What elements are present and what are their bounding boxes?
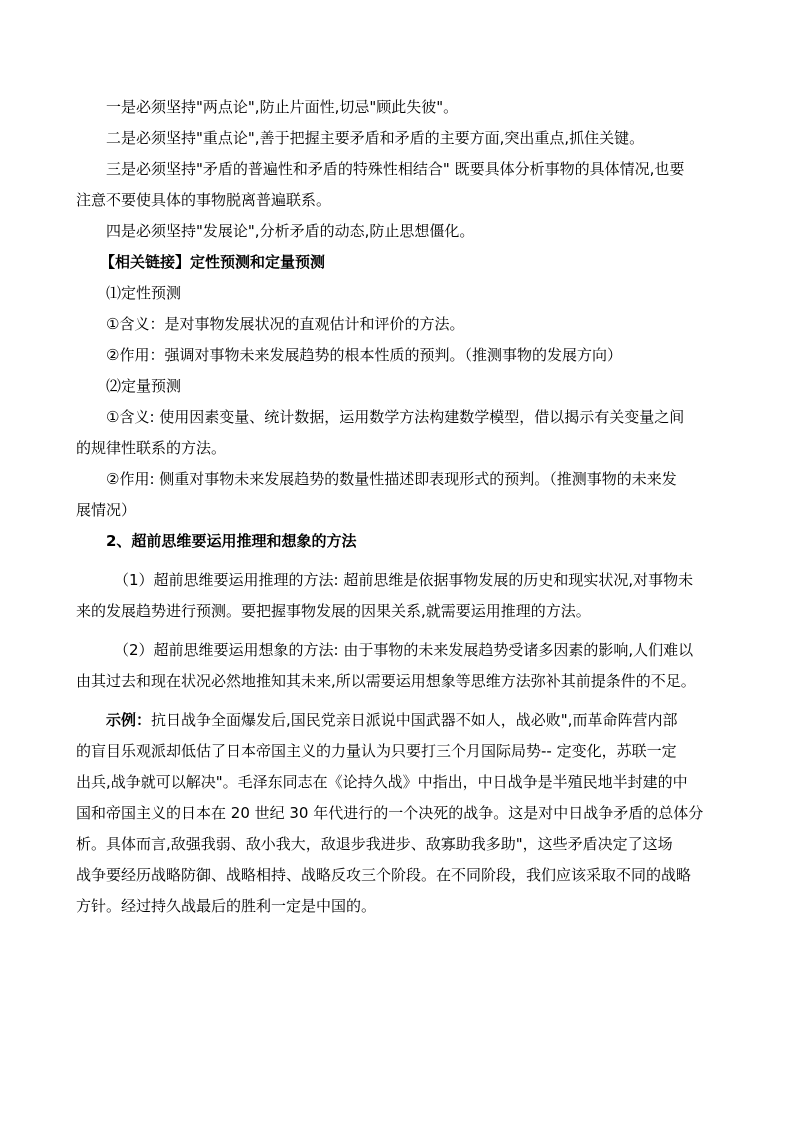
text-line [76,433,728,464]
text-line [76,860,728,891]
text-line [76,891,728,922]
text-line [76,736,728,767]
text-line [76,123,728,154]
text-line-content: ①含义: 使用因素变量、统计数据，运用数学方法构建数学模型，借以揭示有关变量之间 [106,408,685,426]
text-line-content: 国和帝国主义的日本在 20 世纪 30 年代进行的一个决死的战争。这是对中日战争矛盾的总体分 [76,804,704,822]
example-label: 示例： [106,711,152,729]
text-line [76,798,728,829]
text-line-content: 方针。经过持久战最后的胜利一定是中国的。 [76,897,377,915]
text-line [76,216,728,247]
text-line-content: 一是必须坚持"两点论",防止片面性,切忌"顾此失彼"。 [106,98,459,116]
text-line [76,278,728,309]
text-line-content: 【相关链接】定性预测和定量预测 [100,253,326,271]
text-line-content: 由其过去和现在状况必然地推知其未来,所以需要运用想象等思维方法弥补其前提条件的不足。 [76,672,696,690]
text-line-content: 的规律性联系的方法。 [76,439,227,457]
text-line-content: 的盲目乐观派却低估了日本帝国主义的力量认为只要打三个月国际局势-- 定变化，苏联一定 [76,742,677,760]
text-line [76,340,728,371]
paragraph-gap [76,557,728,565]
text-line-content: 战争要经历战略防御、战略相持、战略反攻三个阶段。在不同阶段，我们应该采取不同的战略 [76,866,692,884]
text-line [76,829,728,860]
text-line-content: 抗日战争全面爆发后,国民党亲日派说中国武器不如人，战必败",而革命阵营内部 [151,711,678,729]
text-line-content: 2、超前思维要运用推理和想象的方法 [106,532,357,550]
paragraph-gap [76,697,728,705]
text-line-content: 出兵,战争就可以解决"。毛泽东同志在《论持久战》中指出，中日战争是半殖民地半封建的中 [76,773,688,791]
text-line [76,185,728,216]
section-heading [76,526,728,557]
text-line [76,635,728,666]
text-line [76,596,728,627]
text-line-content: 三是必须坚持"矛盾的普遍性和矛盾的特殊性相结合" 既要具体分析事物的具体情况,也要 [106,160,685,178]
text-line [76,371,728,402]
paragraph-gap [76,627,728,635]
text-line [76,92,728,123]
text-line-content: 二是必须坚持"重点论",善于把握主要矛盾和矛盾的主要方面,突出重点,抓住关键。 [106,129,645,147]
text-line [76,495,728,526]
text-line-content: ②作用：强调对事物未来发展趋势的根本性质的预判。（推测事物的发展方向） [106,346,622,364]
text-line-content: 四是必须坚持"发展论",分析矛盾的动态,防止思想僵化。 [106,222,475,240]
text-line-content: ①含义：是对事物发展状况的直观估计和评价的方法。 [106,315,465,333]
text-line-content: 析。具体而言,敌强我弱、敌小我大，敌退步我进步、敌寡助我多助"，这些矛盾决定了这场 [76,835,673,853]
text-line-content: （1）超前思维要运用推理的方法: 超前思维是依据事物发展的历史和现实状况,对事物未 [114,571,694,589]
text-line [76,154,728,185]
text-line [76,565,728,596]
text-line-content: ⑵定量预测 [106,377,182,395]
text-line [76,767,728,798]
text-line-content: 来的发展趋势进行预测。要把握事物发展的因果关系,就需要运用推理的方法。 [76,602,591,620]
section-heading [76,247,728,278]
text-line [76,705,728,736]
document-body [76,92,728,922]
text-line [76,464,728,495]
text-line [76,402,728,433]
text-line [76,666,728,697]
text-line-content: 注意不要使具体的事物脱离普遍联系。 [76,191,332,209]
text-line-content: 展情况） [76,501,137,519]
text-line-content: ②作用: 侧重对事物未来发展趋势的数量性描述即表现形式的预判。（推测事物的未来发 [106,470,677,488]
text-line-content: ⑴定性预测 [106,284,182,302]
text-line-content: （2）超前思维要运用想象的方法: 由于事物的未来发展趋势受诸多因素的影响,人们难以 [114,641,694,659]
text-line [76,309,728,340]
